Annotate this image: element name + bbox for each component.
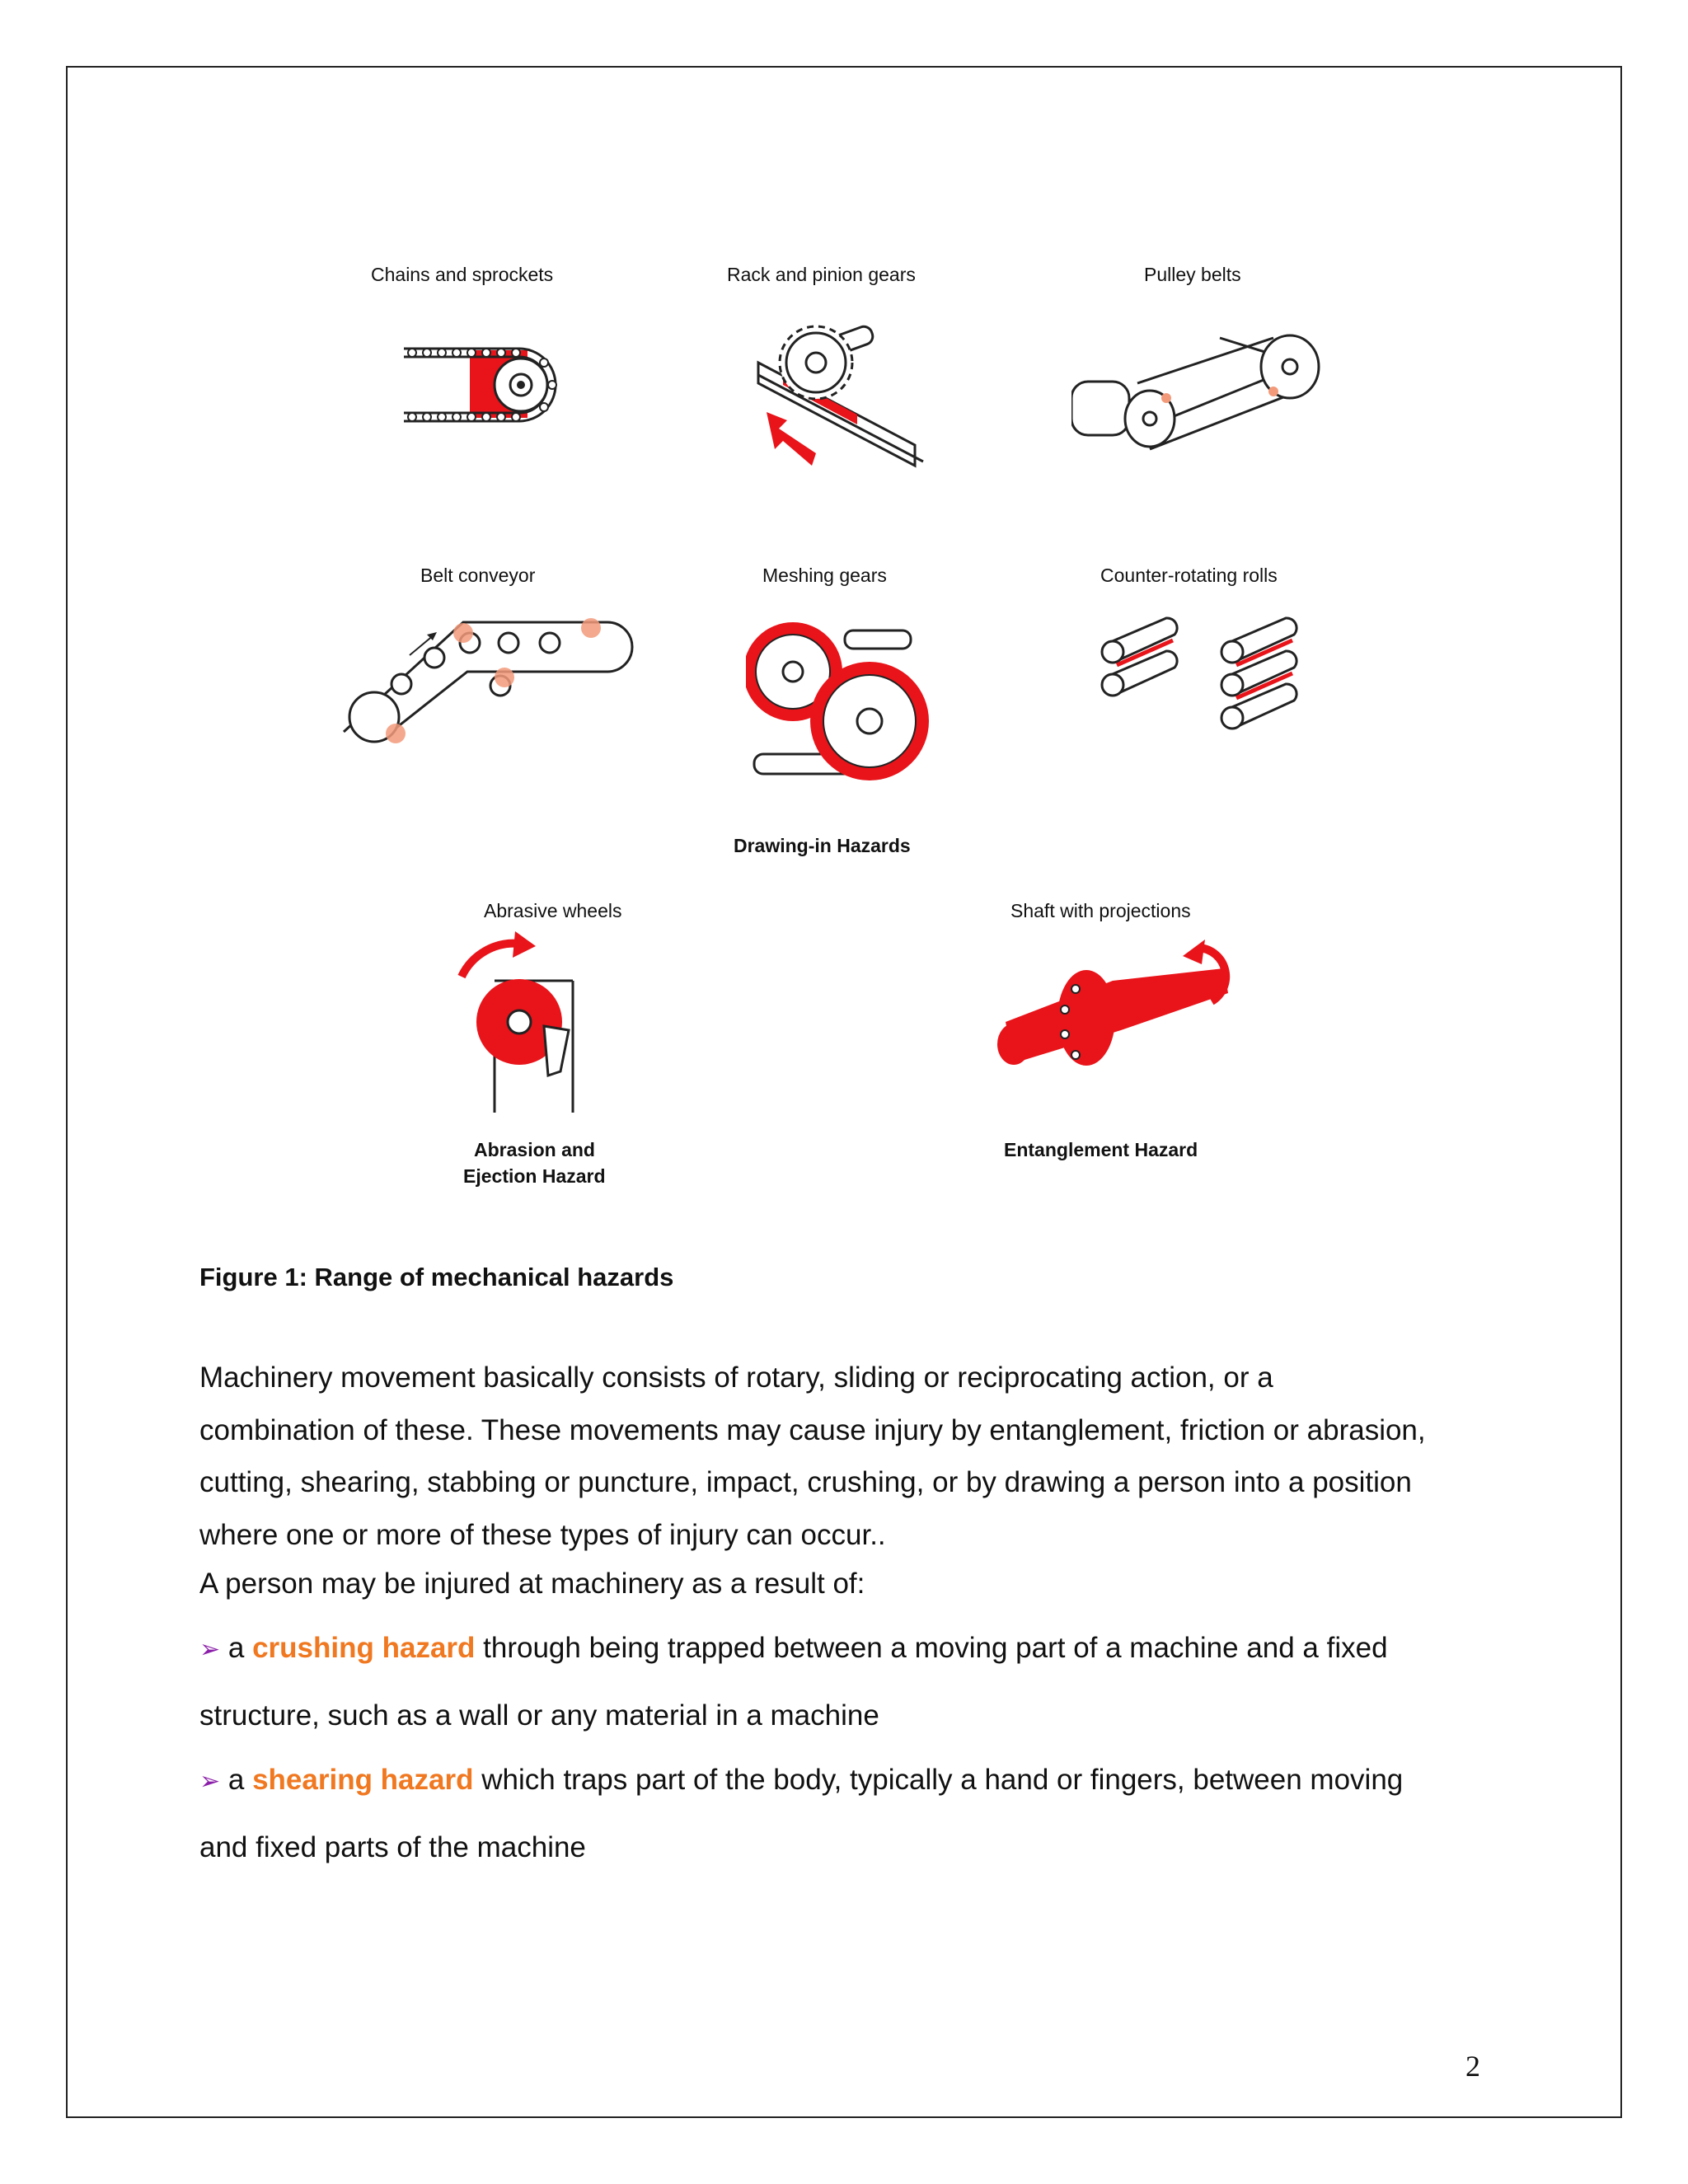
pulley-belts-illustration bbox=[1071, 326, 1335, 466]
label-rack-pinion: Rack and pinion gears bbox=[727, 264, 916, 285]
bullet-text: which traps part of the body, typically a hand or fingers, between moving bbox=[481, 1764, 1404, 1796]
paragraph-line: Machinery movement basically consists of rotary, sliding or reciprocating action, or a bbox=[199, 1361, 1273, 1394]
abrasive-wheel-illustration bbox=[453, 931, 635, 1121]
label-entanglement-hazard: Entanglement Hazard bbox=[1004, 1139, 1198, 1160]
rack-pinion-illustration bbox=[742, 301, 940, 494]
chains-sprockets-illustration bbox=[396, 334, 585, 437]
bullet-text: through being trapped between a moving part of a machine and a fixed bbox=[483, 1632, 1388, 1664]
hazard-term: crushing hazard bbox=[252, 1632, 476, 1664]
bullet-text-continued: structure, such as a wall or any material in a machine bbox=[199, 1699, 879, 1732]
figure-caption: Figure 1: Range of mechanical hazards bbox=[199, 1263, 674, 1291]
mechanical-hazards-figure bbox=[330, 247, 1368, 1212]
bullet-prefix: a bbox=[227, 1632, 245, 1664]
bullet-shearing-hazard bbox=[199, 1747, 1518, 1881]
label-drawing-in-hazards: Drawing-in Hazards bbox=[734, 835, 911, 856]
paragraph-line: cutting, shearing, stabbing or puncture, impact, crushing, or by drawing a person into a position bbox=[199, 1466, 1412, 1498]
intro-sentence: A person may be injured at machinery as a result of: bbox=[199, 1568, 865, 1600]
label-belt-conveyor: Belt conveyor bbox=[420, 565, 536, 586]
belt-conveyor-illustration bbox=[340, 610, 636, 750]
bullet-crushing-hazard bbox=[199, 1615, 1518, 1749]
bullet-arrow-icon: ➢ bbox=[199, 1768, 221, 1795]
paragraph-line: combination of these. These movements may cause injury by entanglement, friction or abrasion, bbox=[199, 1413, 1426, 1446]
label-abrasive-wheels: Abrasive wheels bbox=[484, 900, 622, 921]
label-meshing-gears: Meshing gears bbox=[762, 565, 887, 586]
shaft-projections-illustration bbox=[989, 931, 1261, 1104]
label-pulley-belts: Pulley belts bbox=[1144, 264, 1241, 285]
label-abrasion-line1: Abrasion and bbox=[474, 1139, 595, 1160]
bullet-text-continued: and fixed parts of the machine bbox=[199, 1831, 586, 1863]
bullet-prefix: a bbox=[227, 1764, 245, 1796]
counter-rotating-rolls-illustration bbox=[1092, 614, 1323, 762]
bullet-arrow-icon: ➢ bbox=[199, 1636, 221, 1663]
hazard-term: shearing hazard bbox=[252, 1764, 474, 1796]
page-number: 2 bbox=[1465, 2050, 1480, 2083]
label-shaft-projections: Shaft with projections bbox=[1010, 900, 1191, 921]
meshing-gears-illustration bbox=[746, 610, 935, 799]
body-paragraph bbox=[199, 1352, 1518, 1561]
label-chains-sprockets: Chains and sprockets bbox=[371, 264, 554, 285]
paragraph-line: where one or more of these types of injury can occur.. bbox=[199, 1518, 886, 1551]
label-abrasion-line2: Ejection Hazard bbox=[463, 1165, 606, 1187]
label-counter-rotating-rolls: Counter-rotating rolls bbox=[1100, 565, 1278, 586]
